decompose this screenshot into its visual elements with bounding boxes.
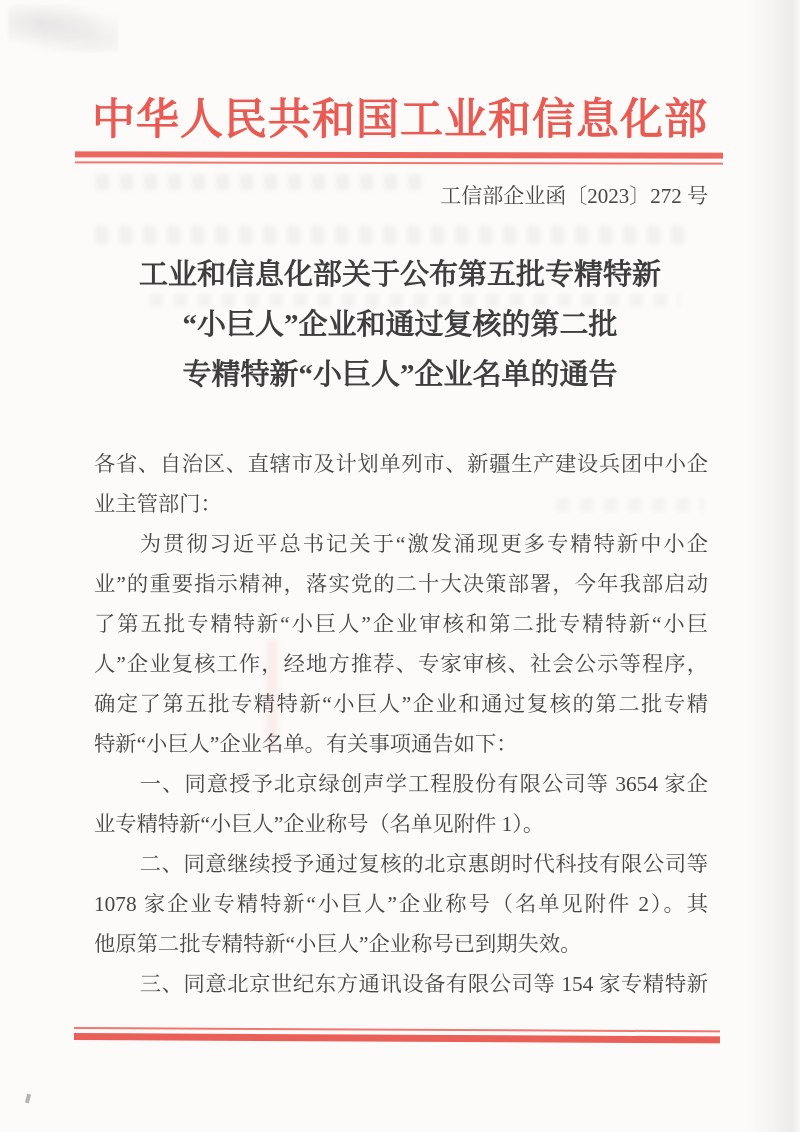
body-line: 确定了第五批专精特新“小巨人”企业和通过复核的第二批专精 [94, 692, 708, 716]
letterhead-ministry-name: 中华人民共和国工业和信息化部 [92, 97, 708, 144]
body-line: 他原第二批专精特新“小巨人”企业称号已到期失效。 [94, 932, 582, 956]
notice-title-line: 专精特新“小巨人”企业名单的通告 [182, 359, 618, 391]
scan-artifact-ghost-text [95, 226, 695, 244]
body-line: 各省、自治区、直辖市及计划单列市、新疆生产建设兵团中小企 [94, 452, 708, 476]
body-line: 1078 家企业专精特新“小巨人”企业称号（名单见附件 2）。其 [94, 892, 708, 916]
notice-body [94, 444, 708, 1004]
separator-thin-bar [74, 1027, 720, 1032]
document-number: 工信部企业函〔2023〕272 号 [440, 184, 708, 208]
body-line: 人”企业复核工作，经地方推荐、专家审核、社会公示等程序， [94, 652, 708, 676]
body-line: 业”的重要指示精神，落实党的二十大决策部署，今年我部启动 [94, 572, 708, 596]
scan-artifact-corner [8, 4, 118, 52]
body-line: 了第五批专精特新“小巨人”企业审核和第二批专精特新“小巨 [94, 612, 708, 636]
separator-thick-bar [74, 1033, 720, 1043]
notice-title [0, 250, 800, 400]
body-line: 业主管部门： [94, 492, 222, 516]
body-line: 为贯彻习近平总书记关于“激发涌现更多专精特新中小企 [139, 532, 708, 556]
notice-title-line: 工业和信息化部关于公布第五批专精特新 [138, 259, 661, 291]
page-edge-shadow [748, 0, 800, 1132]
letterhead-separator-top [75, 151, 723, 164]
separator-thick-bar [75, 151, 723, 158]
body-line: 一、同意授予北京绿创声学工程股份有限公司等 3654 家企 [139, 772, 708, 796]
body-line: 业专精特新“小巨人”企业称号（名单见附件 1）。 [94, 812, 545, 836]
body-line: 特新“小巨人”企业名单。有关事项通告如下： [94, 732, 518, 756]
body-line: 三、同意北京世纪东方通讯设备有限公司等 154 家专精特新 [139, 972, 708, 996]
notice-title-line: “小巨人”企业和通过复核的第二批 [182, 309, 618, 341]
scan-artifact-speck [25, 1094, 31, 1104]
letterhead-separator-bottom [74, 1027, 720, 1043]
separator-thin-bar [75, 161, 723, 164]
body-line: 二、同意继续授予通过复核的北京惠朗时代科技有限公司等 [139, 852, 708, 876]
